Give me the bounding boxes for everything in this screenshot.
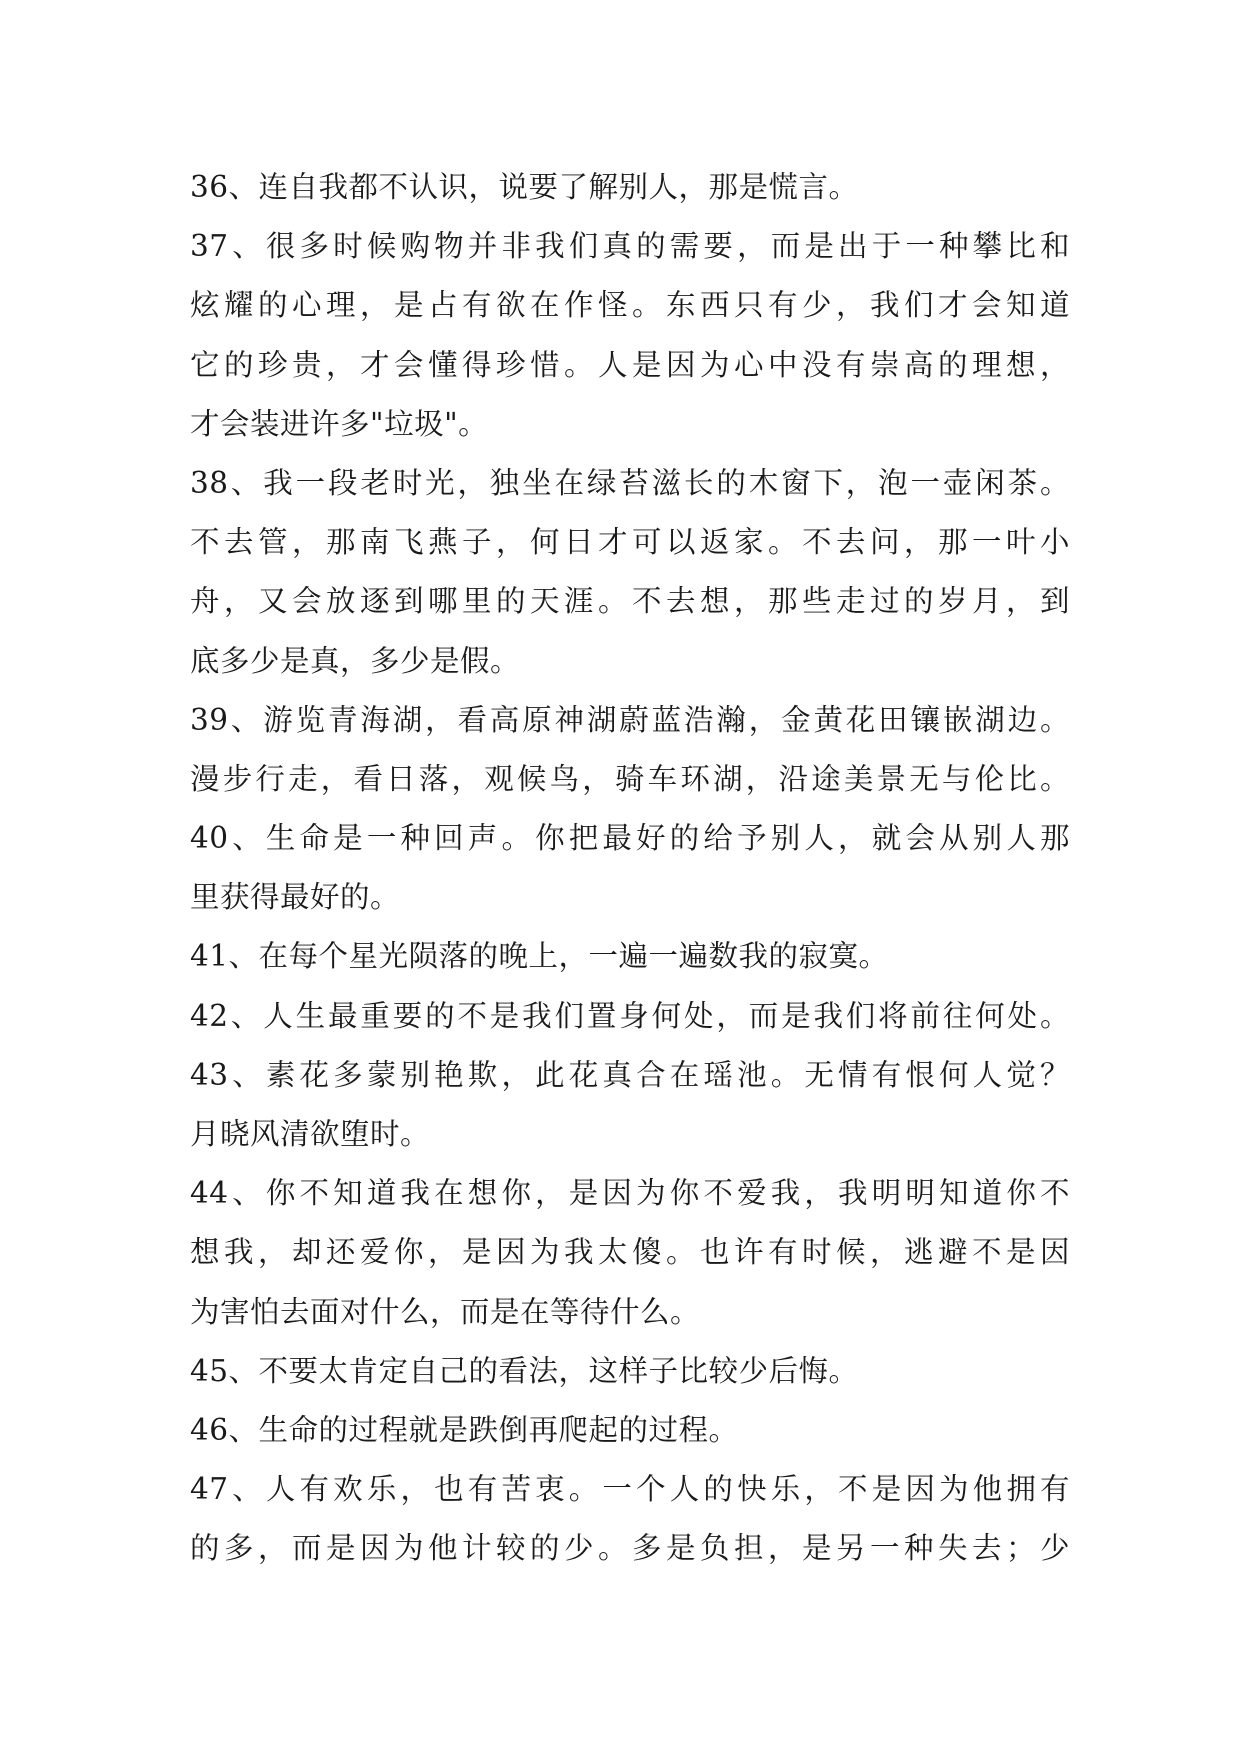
text-line: 39、游览青海湖，看高原神湖蔚蓝浩瀚，金黄花田镶嵌湖边。 (190, 702, 1070, 737)
text-line: 36、连自我都不认识，说要了解别人，那是慌言。 (190, 170, 859, 204)
text-line: 41、在每个星光陨落的晚上，一遍一遍数我的寂寞。 (190, 939, 889, 974)
text-line: 46、生命的过程就是跌倒再爬起的过程。 (190, 1412, 739, 1447)
text-line: 里获得最好的。 (190, 880, 401, 915)
text-line: 炫耀的心理，是占有欲在作怪。东西只有少，我们才会知道 (190, 288, 1070, 323)
text-line: 43、素花多蒙别艳欺，此花真合在瑶池。无情有恨何人觉？ (190, 1057, 1070, 1092)
text-line: 底多少是真，多少是假。 (190, 643, 521, 678)
text-line: 38、我一段老时光，独坐在绿苔滋长的木窗下，泡一壶闲茶。 (190, 465, 1070, 500)
text-line: 月晓风清欲堕时。 (190, 1117, 431, 1151)
text-line: 40、生命是一种回声。你把最好的给予别人，就会从别人那 (190, 821, 1070, 856)
text-line: 的多，而是因为他计较的少。多是负担，是另一种失去；少 (190, 1531, 1070, 1566)
text-line: 42、人生最重要的不是我们置身何处，而是我们将前往何处。 (190, 998, 1070, 1033)
text-line: 漫步行走，看日落，观候鸟，骑车环湖，沿途美景无与伦比。 (190, 761, 1070, 796)
document-body (190, 158, 1070, 1579)
text-line: 它的珍贵，才会懂得珍惜。人是因为心中没有崇高的理想， (190, 347, 1070, 382)
text-line: 为害怕去面对什么，而是在等待什么。 (190, 1294, 701, 1329)
text-line: 不去管，那南飞燕子，何日才可以返家。不去问，那一叶小 (190, 525, 1070, 560)
text-line: 舟，又会放逐到哪里的天涯。不去想，那些走过的岁月，到 (190, 584, 1070, 619)
text-line: 才会装进许多"垃圾"。 (190, 406, 489, 441)
text-line: 37、很多时候购物并非我们真的需要，而是出于一种攀比和 (190, 229, 1070, 264)
text-line: 47、人有欢乐，也有苦衷。一个人的快乐，不是因为他拥有 (190, 1472, 1070, 1507)
text-line: 44、你不知道我在想你，是因为你不爱我，我明明知道你不 (190, 1176, 1070, 1211)
text-line: 想我，却还爱你，是因为我太傻。也许有时候，逃避不是因 (190, 1235, 1070, 1270)
text-line: 45、不要太肯定自己的看法，这样子比较少后悔。 (190, 1353, 859, 1388)
